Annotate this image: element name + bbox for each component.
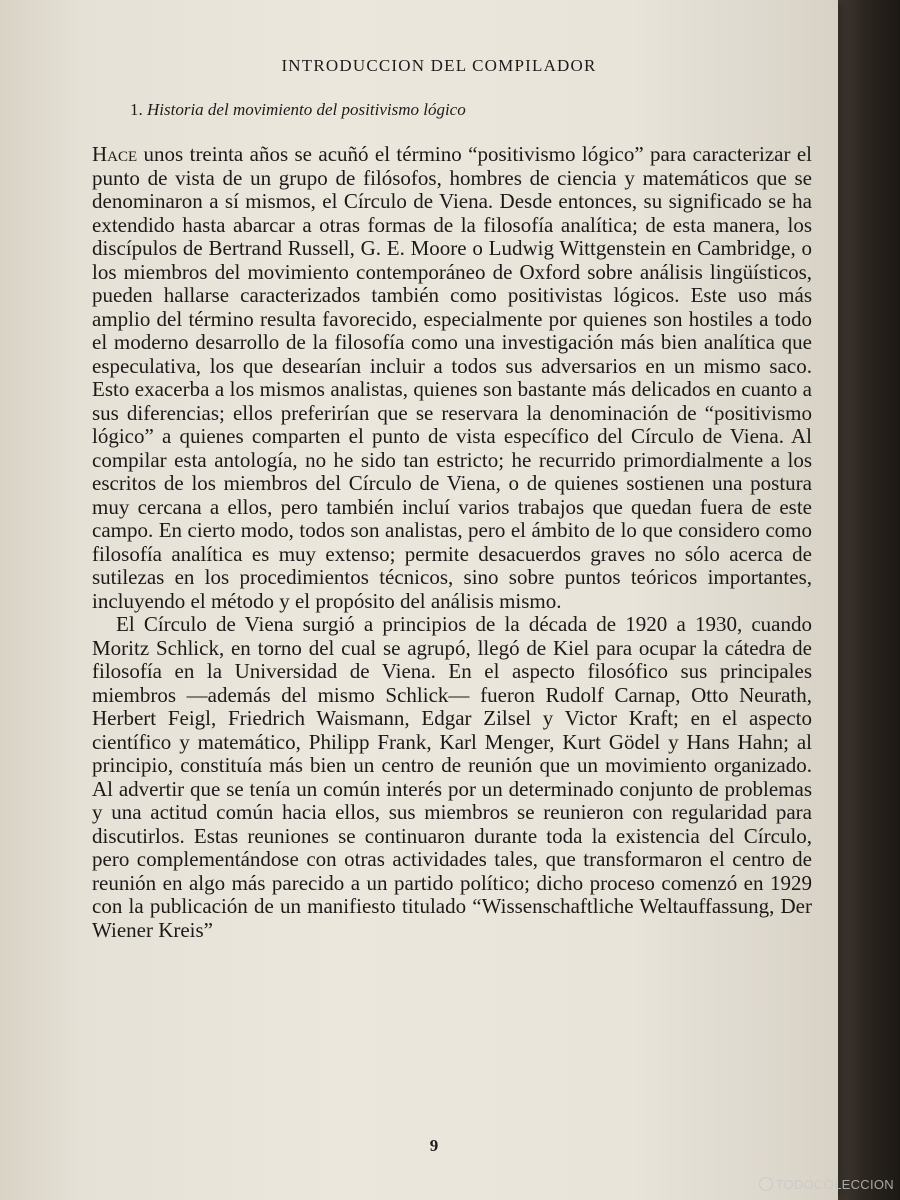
page-header-title: INTRODUCCION DEL COMPILADOR xyxy=(281,56,597,75)
page-number: 9 xyxy=(429,1136,439,1155)
section-heading xyxy=(130,100,466,120)
paragraph-1-text: unos treinta años se acuñó el término “positivismo lógico” para caracterizar el punto de vista de un grupo de filósofos, hombres de ciencia y matemáticos que se denominaron a sí mismos, el Círculo de Viena. Desde entonces, su significado se ha extendido hasta abarcar a otras formas de la filosofía analítica; de esta manera, los discípulos de Bertrand Russell, G. E. Moore o Ludwig Wittgenstein en Cambridge, o los miembros del movimiento contemporáneo de Oxford sobre análisis lingüísticos, pueden hallarse caracterizados también como positivistas lógicos. Este uso más amplio del término resulta favorecido, especialmente por quienes son hostiles a todo el moderno desarrollo de la filosofía como una investigación más bien analítica que especulativa, los que desearían incluir a todos sus adversarios en un mismo saco. Esto exacerba a los mismos analistas, quienes son bastante más delicados en cuanto a sus diferencias; ellos preferirían que se reservara la denominación de “positivismo lógico” a quienes comparten el punto de vista específico del Círculo de Viena. Al compilar esta antología, no he sido tan estricto; he recurrido primordialmente a los escritos de los miembros del Círculo de Viena, o de quienes sostienen una postura muy cercana a ellos, pero también incluí varios trabajos que quedan fuera de este campo. En cierto modo, todos son analistas, pero el ámbito de lo que considero como filosofía analítica es muy extenso; permite desacuerdos graves no sólo acerca de sutilezas en los procedimientos técnicos, sino sobre puntos teóricos importantes, incluyendo el método y el propósito del análisis mismo. xyxy=(92,142,812,613)
site-watermark xyxy=(759,1177,894,1192)
section-number: 1. xyxy=(130,100,143,119)
watermark-text: TODOCOLECCION xyxy=(775,1177,894,1192)
paragraph-1-lead: Hace xyxy=(92,142,138,166)
paragraph-1 xyxy=(92,143,812,613)
section-title: Historia del movimiento del positivismo lógico xyxy=(147,100,466,119)
paragraph-2: El Círculo de Viena surgió a principios de la década de 1920 a 1930, cuando Moritz Schlick, en torno del cual se agrupó, llegó de Kiel para ocupar la cátedra de filosofía en la Universidad de Viena. En el aspecto filosófico sus principales miembros —además del mismo Schlick— fueron Rudolf Carnap, Otto Neurath, Herbert Feigl, Friedrich Waismann, Edgar Zilsel y Victor Kraft; en el aspecto científico y matemático, Philipp Frank, Karl Menger, Kurt Gödel y Hans Hahn; al principio, constituía más bien un centro de reunión que un movimiento organizado. Al advertir que se tenía un común interés por un determinado conjunto de problemas y una actitud común hacia ellos, sus miembros se reunieron con regularidad para discutirlos. Estas reuniones se continuaron durante toda la existencia del Círculo, pero complementándose con otras actividades tales, que transformaron el centro de reunión en algo más parecido a un partido político; dicho proceso comenzó en 1929 con la publicación de un manifiesto titulado “Wissenschaftliche Weltauffassung, Der Wiener Kreis” xyxy=(92,612,812,942)
body-text xyxy=(92,143,812,942)
watermark-logo-icon xyxy=(759,1177,773,1191)
